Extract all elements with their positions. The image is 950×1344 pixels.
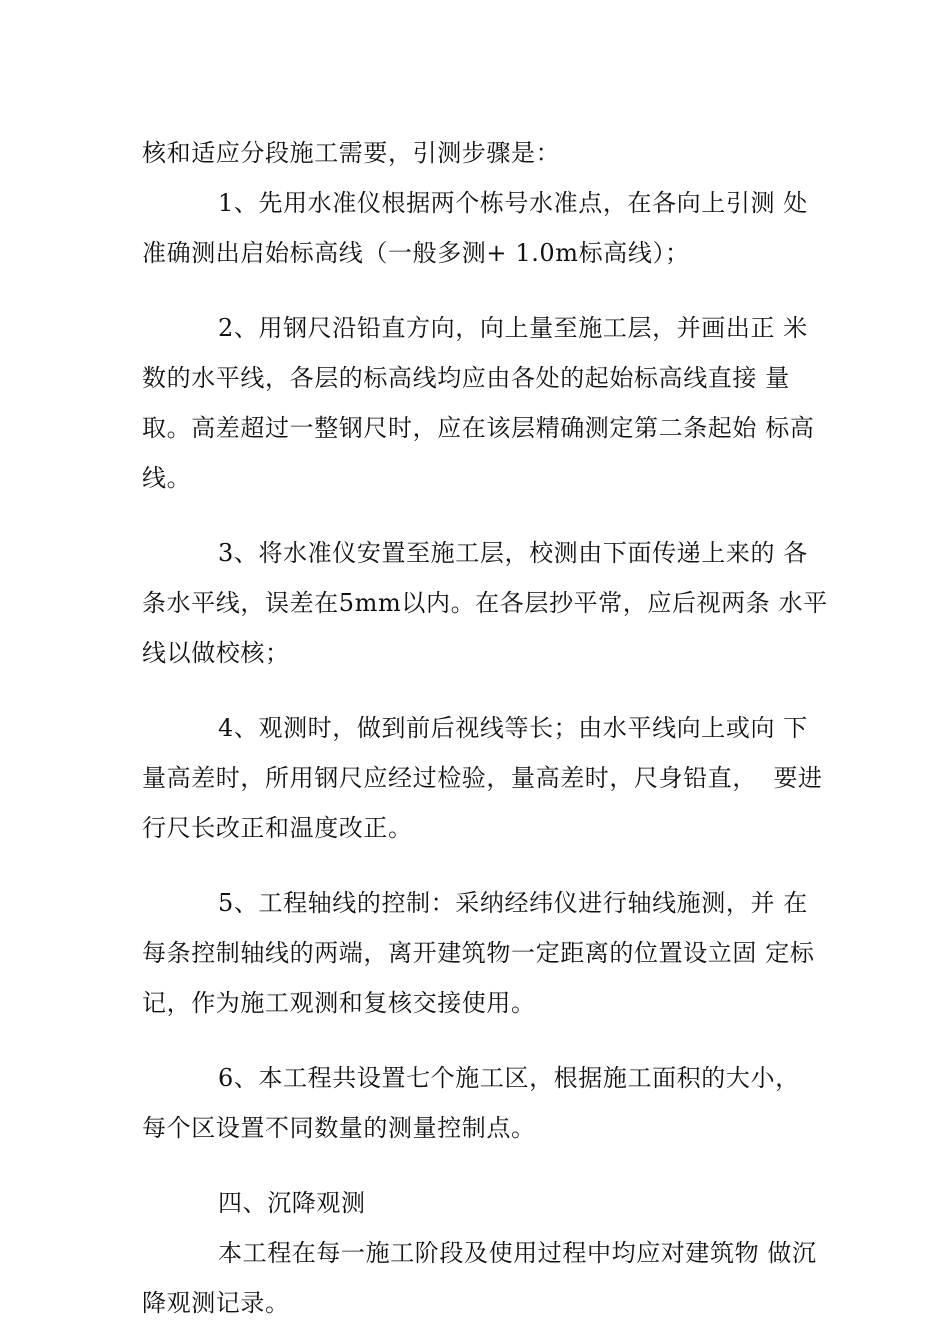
text-line: 记，作为施工观测和复核交接使用。 (142, 989, 536, 1017)
text-line: 5、工程轴线的控制：采纳经纬仪进行轴线施测，并 在 (218, 889, 808, 917)
text-line: 数的水平线，各层的标高线均应由各处的起始标高线直接 量 (142, 364, 790, 392)
text-line: 行尺长改正和温度改正。 (142, 814, 413, 842)
text-line: 线。 (142, 464, 192, 492)
section-heading: 四、沉降观测 (218, 1189, 366, 1217)
text-line: 线以做校核； (142, 639, 290, 667)
text-line: 准确测出启始标高线（一般多测+ 1.0m标高线）； (142, 239, 690, 267)
text-line: 取。高差超过一整钢尺时，应在该层精确测定第二条起始 标高 (142, 414, 815, 442)
text-line: 每个区设置不同数量的测量控制点。 (142, 1114, 536, 1142)
text-line: 1、先用水准仪根据两个栋号水准点，在各向上引测 处 (218, 189, 808, 217)
text-line: 量高差时，所用钢尺应经过检验，量高差时，尺身铅直， 要进 (142, 764, 823, 792)
text-line: 降观测记录。 (142, 1289, 290, 1317)
text-line: 条水平线，误差在5mm以内。在各层抄平常，应后视两条 水平 (142, 589, 828, 617)
text-line: 4、观测时，做到前后视线等长；由水平线向上或向 下 (218, 714, 808, 742)
text-line: 本工程在每一施工阶段及使用过程中均应对建筑物 做沉 (218, 1239, 817, 1267)
text-line: 2、用钢尺沿铅直方向，向上量至施工层，并画出正 米 (218, 314, 808, 342)
text-line: 每条控制轴线的两端，离开建筑物一定距离的位置设立固 定标 (142, 939, 815, 967)
text-line: 核和适应分段施工需要，引测步骤是： (142, 139, 561, 167)
text-line: 6、本工程共设置七个施工区，根据施工面积的大小， (218, 1064, 800, 1092)
text-line: 3、将水准仪安置至施工层，校测由下面传递上来的 各 (218, 539, 808, 567)
